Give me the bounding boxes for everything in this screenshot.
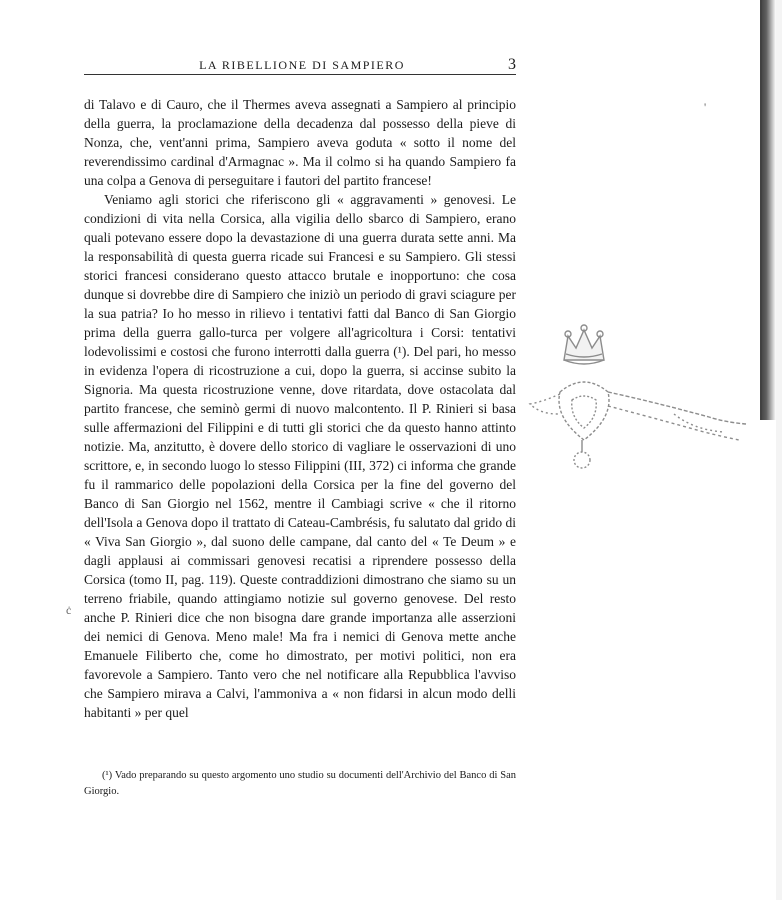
book-spine-edge — [760, 0, 776, 420]
footnote-1: (¹) Vado preparando su questo argomento uno studio su documenti dell'Archivio del Banco di San Giorgio. — [84, 770, 516, 797]
header-rule — [84, 74, 516, 75]
running-title: LA RIBELLIONE DI SAMPIERO — [199, 58, 405, 72]
body-text — [84, 95, 516, 722]
crowned-eagle-stamp-icon — [524, 322, 754, 472]
paragraph-2: Veniamo agli storici che riferiscono gli « aggravamenti » genovesi. Le condizioni di vita nella Corsica, alla vigilia dello sbarco di Sampiero, erano quali potevano essere dopo la devastazione di una guerra durata sette anni. Ma la responsabilità di questa guerra ricade sui Francesi e su Sampiero. Gli stessi storici francesi considerano questo attacco brutale e inopportuno: che cosa dunque si dovrebbe dire di Sampiero che iniziò un periodo di gravi sciagure per la sua patria? Io ho messo in rilievo i tentativi fatti dal Banco di San Giorgio prima della guerra gallo-turca per volgere all'agricoltura i Corsi: tentativi lodevolissimi e costosi che furono interrotti dalla guerra (¹). Del pari, ho messo in evidenza l'opera di ricostruzione a cui, dopo la guerra, si accinse subito la Signoria. Ma questa ricostruzione venne, dove ritardata, dove ostacolata dal partito francese, che seminò germi di nuovo malcontento. Il P. Rinieri si basa sulle affermazioni del Filippini e di tutti gli storici che da questo hanno attinto notizie. Ma, anzitutto, è dovere dello storico di vagliare le osservazioni di uno scrittore, e, in secondo luogo lo stesso Filippini (III, 372) ci informa che grande fu il rammarico delle popolazioni della Corsica per la fine del governo del Banco di San Giorgio nel 1562, mentre il Cambiagi scrive « che il ritorno dell'Isola a Genova dopo il trattato di Cateau-Cambrésis, fu salutato dal grido di « Viva San Giorgio », dal suono delle campane, dal canto del « Te Deum » e dagli applausi ai commissari genovesi recatisi a riprendere possesso della Corsica (tomo II, pag. 119). Queste contraddizioni dimostrano che siamo su un terreno friabile, quando attingiamo notizie sul governo genovese. Del resto anche P. Rinieri dice che non bisogna dare grande importanza alle asserzioni dei nemici di Genova. Meno male! Ma fra i nemici di Genova mette anche Emanuele Filiberto che, come ho dimostrato, per motivi politici, non era favorevole a Sampiero. Tanto vero che nel notificare alla Repubblica l'avviso che Sampiero mirava a Calvi, l'ammoniva a « non fidarsi in alcun modo delli habitanti » per quel — [84, 192, 516, 720]
page-edge-shadow — [776, 0, 782, 900]
footnotes — [84, 768, 516, 800]
paragraph-1: di Talavo e di Cauro, che il Thermes aveva assegnati a Sampiero al principio della guerra, la proclamazione della decadenza dal possesso della pieve di Nonza, che, vent'anni prima, Sampiero aveva goduta « sotto il nome del reverendissimo cardinal d'Armagnac ». Ma il colmo si ha quando Sampiero fa una colpa a Genova di perseguitare i fautori del partito francese! — [84, 97, 516, 188]
margin-tick-mark: ' — [704, 100, 707, 114]
margin-pencil-mark: ċ — [66, 603, 72, 617]
running-head — [84, 56, 516, 74]
page-number: 3 — [508, 56, 516, 73]
